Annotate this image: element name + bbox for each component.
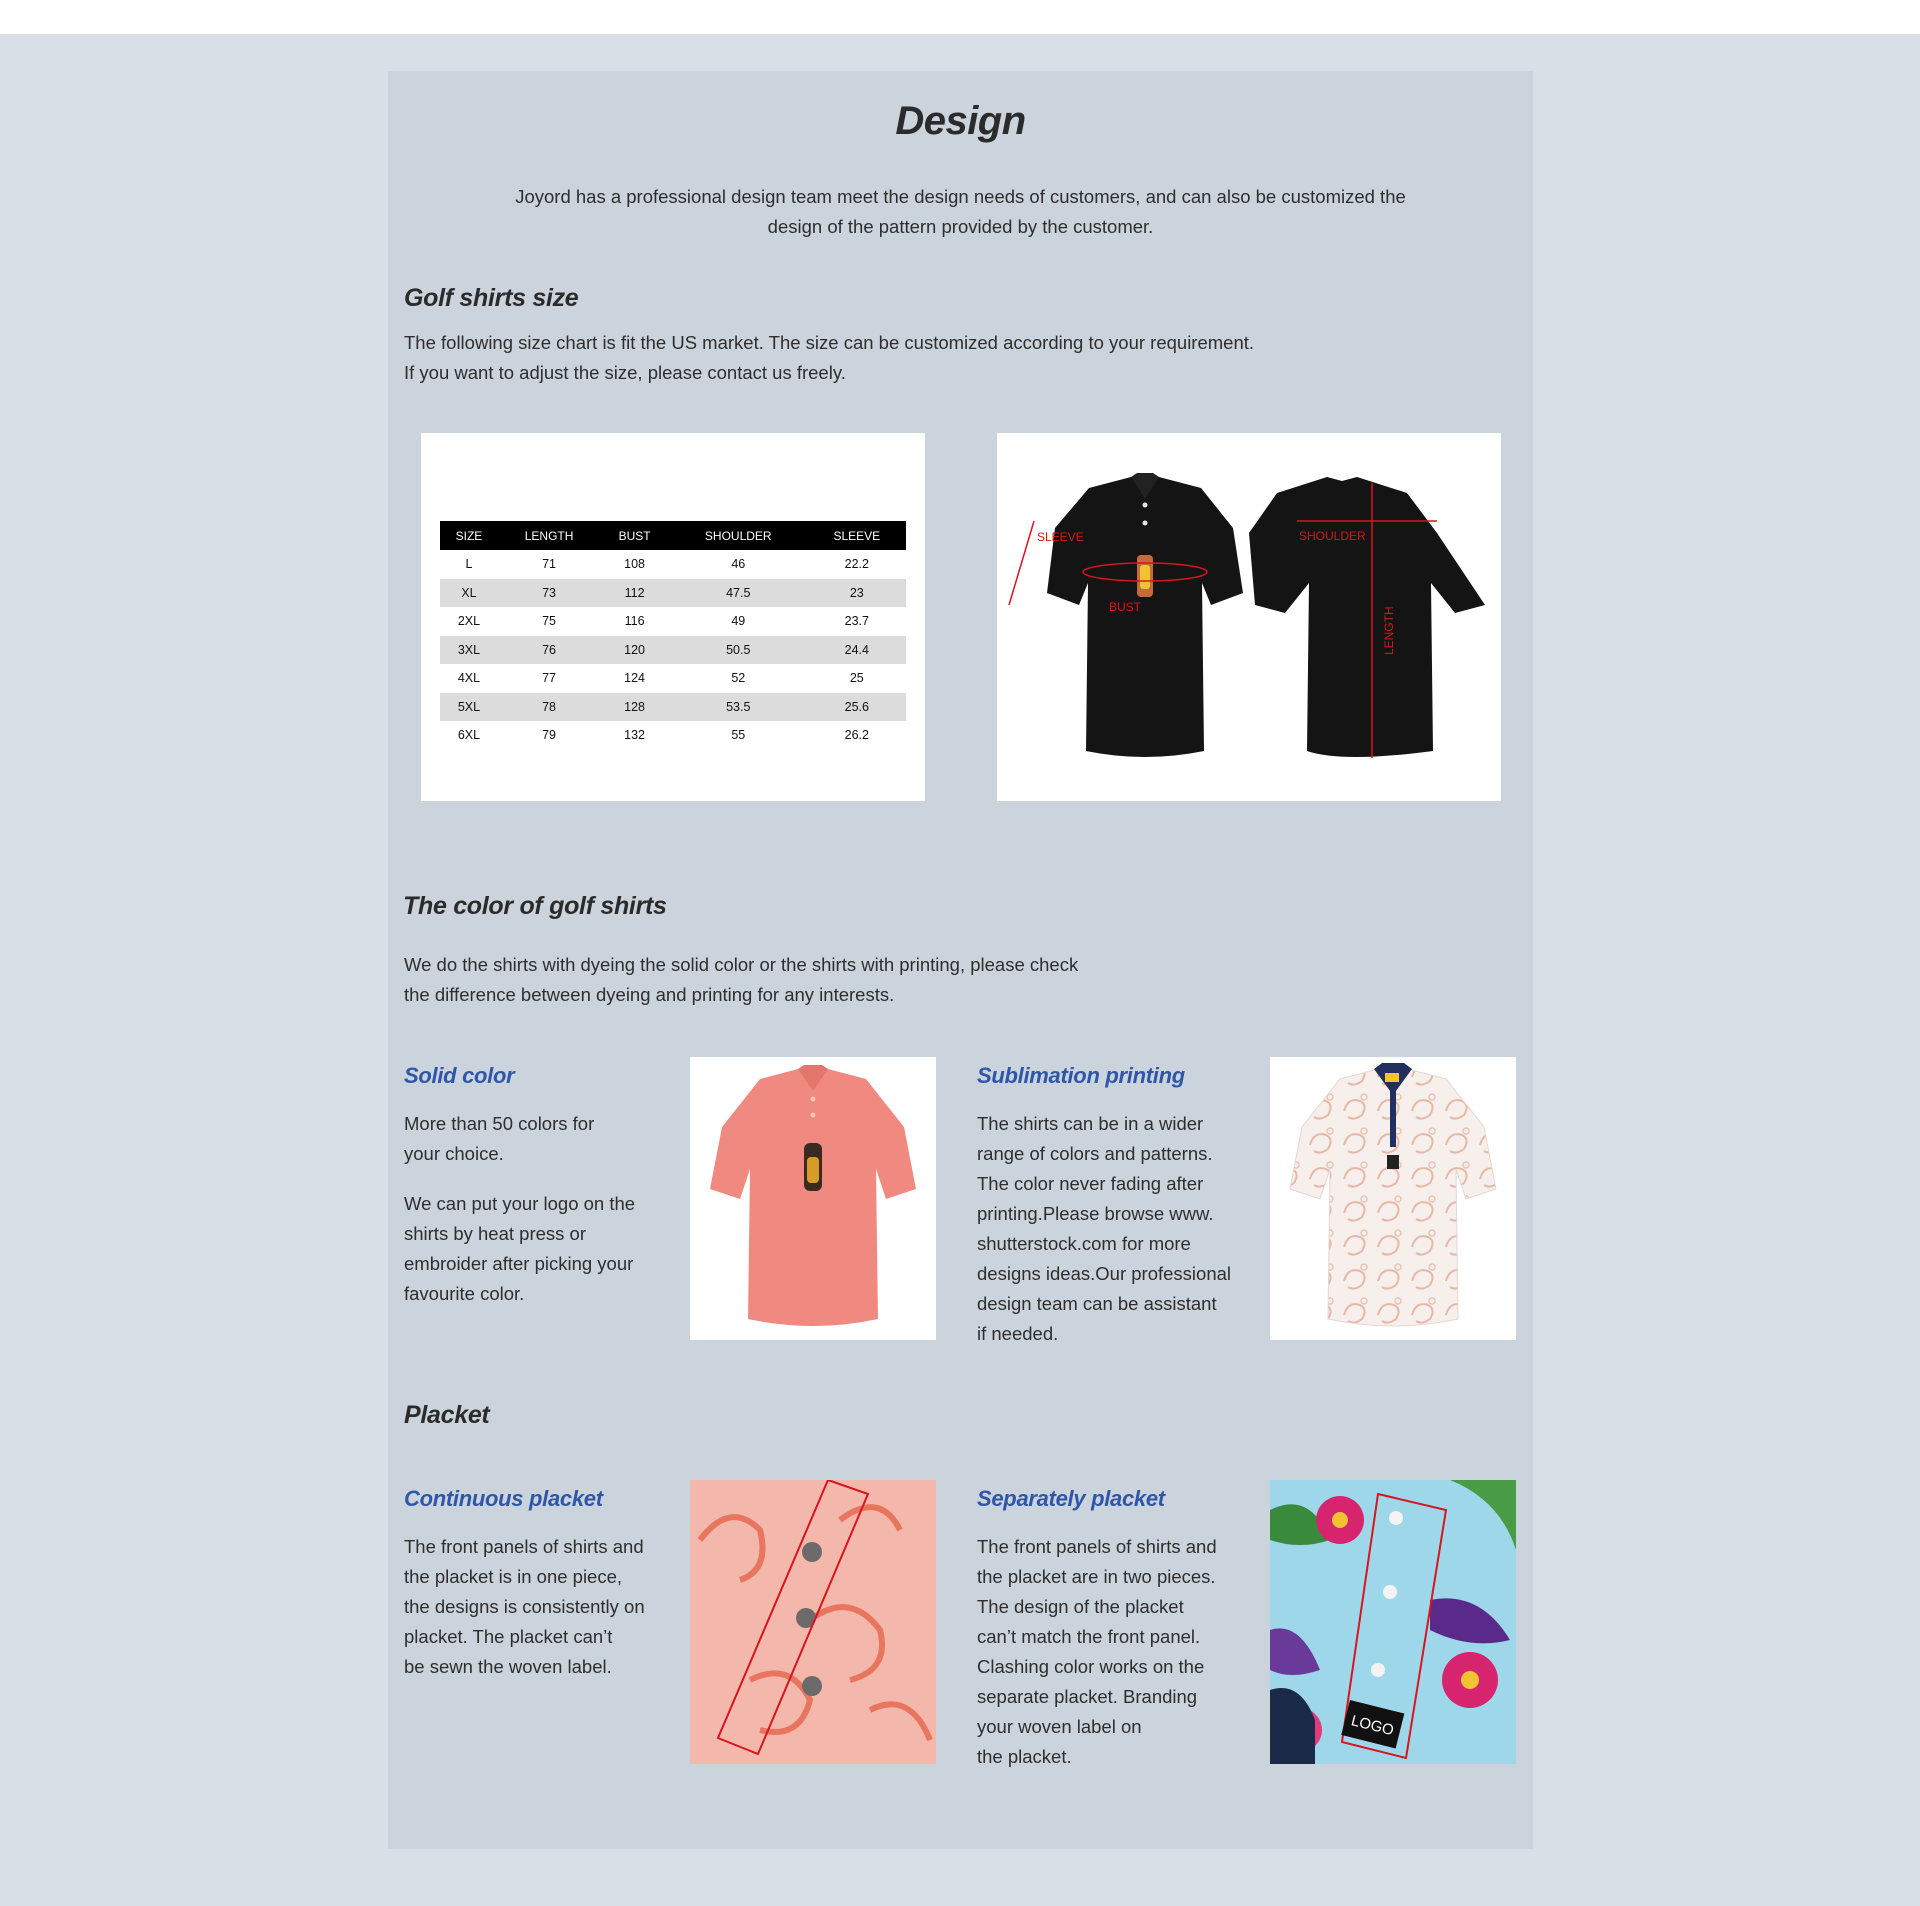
text-line: your choice. [404, 1143, 504, 1164]
table-row [440, 721, 906, 750]
table-cell: 77 [542, 671, 557, 686]
table-cell: XL [440, 579, 498, 608]
text-line: be sewn the woven label. [404, 1656, 612, 1677]
size-desc-1: The following size chart is fit the US market. The size can be customized according to your requirement. [404, 332, 1255, 353]
text-line: The color never fading after [977, 1173, 1204, 1194]
table-cell: 53.5 [669, 693, 808, 722]
separate-placket-image [1270, 1480, 1516, 1764]
sublimation-title: Sublimation printing [977, 1063, 1185, 1088]
text-line: The front panels of shirts and [404, 1536, 644, 1557]
table-cell: 76 [498, 636, 600, 665]
front-shirt-shape [1047, 473, 1243, 757]
size-desc-2: If you want to adjust the size, please contact us freely. [404, 362, 846, 383]
continuous-placket-text [404, 1532, 684, 1682]
solid-color-title: Solid color [404, 1063, 515, 1088]
text-line: can’t match the front panel. [977, 1626, 1201, 1647]
table-cell: 75 [542, 614, 557, 629]
table-cell: L [465, 557, 473, 572]
text-line: embroider after picking your [404, 1253, 634, 1274]
table-cell: 108 [624, 557, 645, 572]
length-label: LENGTH [1382, 606, 1396, 655]
intro-text: Joyord has a professional design team meet the design needs of customers, and can also be customized the design of the pattern provided by the customer. [515, 186, 1406, 237]
table-cell: 128 [600, 693, 669, 722]
table-cell: 112 [600, 579, 669, 608]
table-cell: 55 [731, 728, 746, 743]
table-cell: 22.2 [844, 557, 869, 572]
measurement-illustration [997, 433, 1501, 801]
table-row [440, 550, 906, 579]
color-desc-1: We do the shirts with dyeing the solid color or the shirts with printing, please check [404, 954, 1079, 975]
text-line: designs ideas.Our professional [977, 1263, 1232, 1284]
size-chart-image [421, 433, 925, 801]
table-cell: 73 [498, 579, 600, 608]
table-row [440, 693, 906, 722]
printed-shirt-image [1270, 1057, 1516, 1340]
top-bar [0, 0, 1920, 34]
col-header: LENGTH [498, 521, 600, 550]
table-cell: 25 [849, 671, 864, 686]
table-cell: 3XL [440, 636, 498, 665]
sleeve-label: SLEEVE [1037, 530, 1084, 544]
table-row [440, 636, 906, 665]
table-cell: 46 [731, 557, 746, 572]
pink-shirt-illustration [690, 1057, 936, 1340]
table-cell: 5XL [440, 693, 498, 722]
table-cell: 124 [624, 671, 645, 686]
table-cell: 23.7 [844, 614, 869, 629]
table-cell: 25.6 [808, 693, 906, 722]
text-line: if needed. [977, 1323, 1059, 1344]
flamingo-fabric-illustration [690, 1480, 936, 1764]
table-cell: 2XL [457, 614, 481, 629]
text-line: range of colors and patterns. [977, 1143, 1213, 1164]
table-row [440, 664, 906, 693]
table-cell: 132 [624, 728, 645, 743]
col-header: BUST [600, 521, 669, 550]
text-line: Clashing color works on the [977, 1656, 1205, 1677]
color-heading: The color of golf shirts [403, 892, 667, 920]
table-cell: 6XL [457, 728, 481, 743]
size-heading: Golf shirts size [404, 284, 579, 312]
table-row [440, 607, 906, 636]
page-title: Design [895, 99, 1026, 143]
table-cell: 47.5 [669, 579, 808, 608]
measurement-image [997, 433, 1501, 801]
table-row [440, 579, 906, 608]
text-line: shirts by heat press or [404, 1223, 586, 1244]
col-header: SLEEVE [808, 521, 906, 550]
text-line: your woven label on [977, 1716, 1142, 1737]
table-cell: 4XL [457, 671, 481, 686]
text-line: More than 50 colors for [404, 1113, 595, 1134]
text-line: placket. The placket can’t [404, 1626, 613, 1647]
table-cell: 50.5 [669, 636, 808, 665]
table-cell: 120 [600, 636, 669, 665]
table-cell: 116 [624, 614, 645, 629]
col-header: SIZE [440, 521, 498, 550]
text-line: the placket is in one piece, [404, 1566, 623, 1587]
col-header: SHOULDER [669, 521, 808, 550]
text-line: design team can be assistant [977, 1293, 1217, 1314]
shoulder-label: SHOULDER [1299, 529, 1366, 543]
table-cell: 79 [542, 728, 557, 743]
separate-placket-text [977, 1532, 1267, 1772]
table-cell: 24.4 [808, 636, 906, 665]
continuous-placket-image [690, 1480, 936, 1764]
design-panel [388, 71, 1533, 1849]
printed-shirt-illustration [1270, 1057, 1516, 1340]
text-line: the placket. [977, 1746, 1072, 1767]
color-desc-2: the difference between dyeing and printing for any interests. [404, 984, 895, 1005]
text-line: the designs is consistently on [404, 1596, 645, 1617]
table-cell: 78 [498, 693, 600, 722]
table-cell: 71 [542, 557, 557, 572]
table-cell: 52 [731, 671, 746, 686]
logo-label-text: LOGO [1349, 1712, 1396, 1740]
text-line: separate placket. Branding [977, 1686, 1198, 1707]
size-table-header [440, 521, 906, 550]
table-cell: 49 [731, 614, 746, 629]
placket-heading: Placket [404, 1401, 490, 1429]
table-cell: 23 [808, 579, 906, 608]
text-line: We can put your logo on the [404, 1193, 636, 1214]
table-cell: 26.2 [844, 728, 869, 743]
bust-label: BUST [1109, 600, 1142, 614]
text-line: printing.Please browse www. [977, 1203, 1214, 1224]
text-line: The shirts can be in a wider [977, 1113, 1204, 1134]
pink-shirt-image [690, 1057, 936, 1340]
sublimation-text [977, 1109, 1267, 1349]
text-line: The design of the placket [977, 1596, 1184, 1617]
text-line: shutterstock.com for more [977, 1233, 1191, 1254]
text-line: The front panels of shirts and [977, 1536, 1217, 1557]
text-line: the placket are in two pieces. [977, 1566, 1216, 1587]
solid-color-text [404, 1109, 674, 1309]
back-shirt-shape [1249, 477, 1485, 757]
text-line: favourite color. [404, 1283, 525, 1304]
separate-placket-title: Separately placket [977, 1486, 1165, 1511]
sleeve-line [1009, 521, 1034, 605]
continuous-placket-title: Continuous placket [404, 1486, 603, 1511]
tropical-fabric-illustration [1270, 1480, 1516, 1764]
size-table [440, 521, 906, 750]
